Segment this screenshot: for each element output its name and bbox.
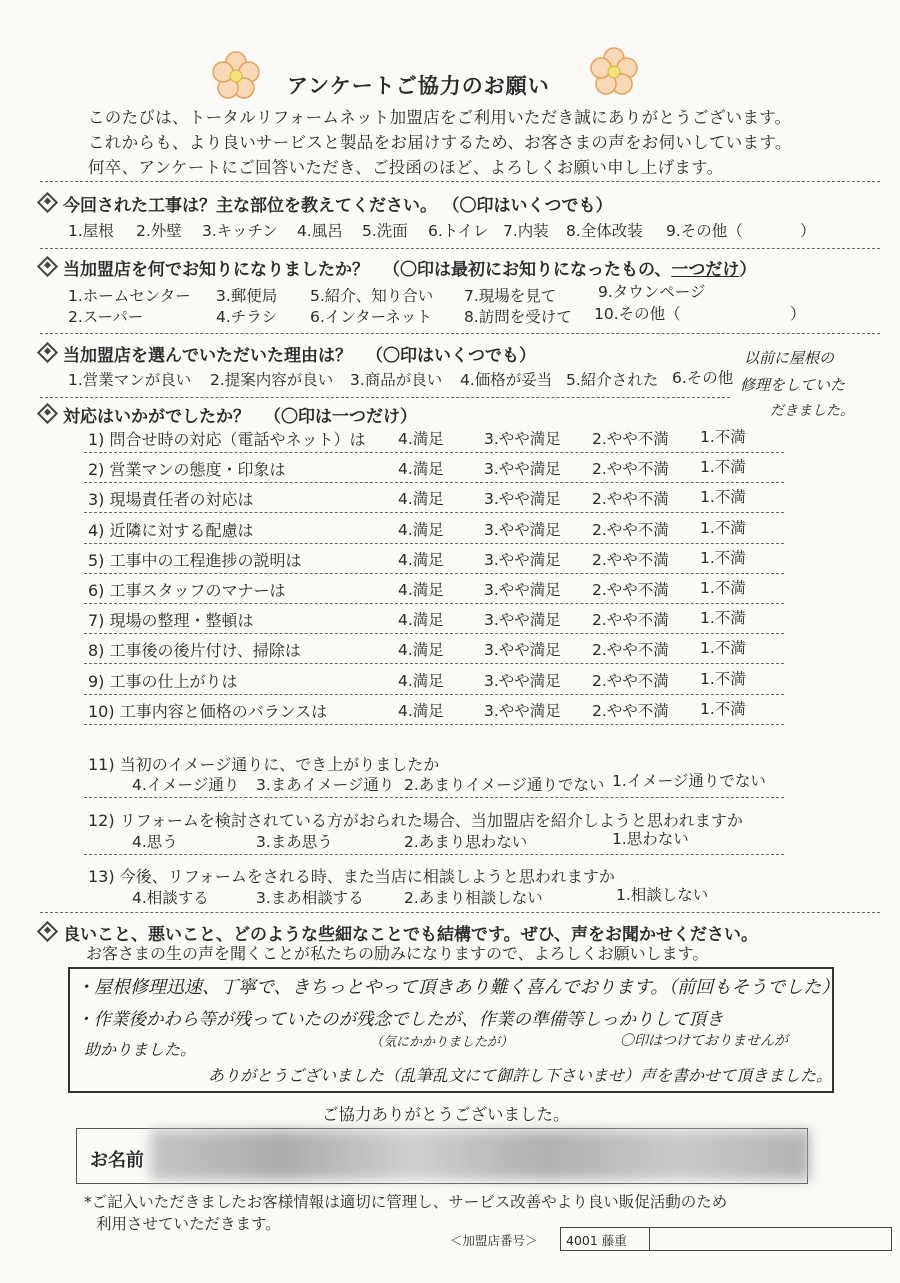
satisfaction-choice[interactable]: 2.やや不満 <box>592 430 669 448</box>
q1-option[interactable]: 4.風呂 <box>297 222 343 240</box>
satisfaction-choice[interactable]: 1.不満 <box>700 699 746 718</box>
comment-line: ありがとうございました（乱筆乱文にて御許し下さいませ）声を書かせて頂きました。 <box>208 1066 833 1085</box>
satisfaction-choice[interactable]: 3.やや満足 <box>484 581 561 599</box>
q2-option[interactable]: 10.その他（ <box>594 305 681 323</box>
name-label: お名前 <box>90 1150 144 1171</box>
satisfaction-choice[interactable]: 4.満足 <box>398 671 444 690</box>
satisfaction-choice[interactable]: 1.不満 <box>700 518 746 537</box>
q1-option[interactable]: 6.トイレ <box>428 222 489 240</box>
q2-option[interactable]: 3.郵便局 <box>216 287 278 305</box>
q1-option[interactable]: 2.外壁 <box>136 222 182 240</box>
thanks-text: ご協力ありがとうございました。 <box>322 1105 570 1124</box>
satisfaction-choice[interactable]: 3.やや満足 <box>484 490 561 509</box>
privacy-note-line: *ご記入いただきましたお客様情報は適切に管理し、サービス改善やより良い販促活動のため <box>84 1193 728 1211</box>
q2-option[interactable]: 6.インターネット <box>310 308 432 326</box>
satisfaction-choice[interactable]: 4.満足 <box>398 641 444 660</box>
q12-option[interactable]: 3.まあ思う <box>256 833 333 851</box>
q12-option[interactable]: 4.思う <box>132 833 178 851</box>
satisfaction-choice[interactable]: 4.満足 <box>398 490 444 509</box>
divider <box>84 633 784 634</box>
divider <box>40 181 880 182</box>
divider <box>84 854 784 855</box>
satisfaction-choice[interactable]: 2.やや不満 <box>592 641 669 660</box>
satisfaction-choice[interactable]: 4.満足 <box>398 430 444 448</box>
q3-option[interactable]: 6.その他 <box>672 369 734 387</box>
satisfaction-question: 5) 工事中の工程進捗の説明は <box>88 550 302 570</box>
satisfaction-choice[interactable]: 4.満足 <box>398 550 444 569</box>
divider <box>84 543 784 544</box>
diamond-bullet-icon <box>37 342 58 363</box>
q1-option[interactable]: 5.洗面 <box>362 222 408 240</box>
q12-option[interactable]: 1.思わない <box>612 830 689 848</box>
satisfaction-choice[interactable]: 3.やや満足 <box>484 641 561 660</box>
q1-option[interactable]: 3.キッチン <box>202 222 278 240</box>
q12-option[interactable]: 2.あまり思わない <box>404 833 528 851</box>
satisfaction-choice[interactable]: 2.やや不満 <box>592 490 669 509</box>
satisfaction-choice[interactable]: 3.やや満足 <box>484 520 561 539</box>
satisfaction-choice[interactable]: 3.やや満足 <box>484 671 561 690</box>
q11-option[interactable]: 3.まあイメージ通り <box>256 776 395 794</box>
q2-option[interactable]: 2.スーパー <box>68 308 144 326</box>
flower-left-icon <box>208 48 264 104</box>
satisfaction-choice[interactable]: 2.やや不満 <box>592 581 669 599</box>
comment-line: ・作業後かわら等が残っていたのが残念でしたが、作業の準備等しっかりして頂き <box>76 1010 724 1030</box>
q11-question: 11) 当初のイメージ通りに、でき上がりましたか <box>88 755 440 774</box>
satisfaction-choice[interactable]: 3.やや満足 <box>484 611 561 630</box>
satisfaction-choice[interactable]: 3.やや満足 <box>484 701 561 720</box>
q2-heading: 当加盟店を何でお知りになりましたか？ （〇印は最初にお知りになったもの、一つだけ） <box>40 255 756 280</box>
satisfaction-choice[interactable]: 4.満足 <box>398 460 444 479</box>
divider <box>84 724 784 725</box>
q13-option[interactable]: 2.あまり相談しない <box>404 889 543 907</box>
q1-option[interactable]: 7.内装 <box>503 222 549 240</box>
diamond-bullet-icon <box>37 192 58 213</box>
comments-heading: 良いこと、悪いこと、どのような些細なことでも結構です。ぜひ、声をお聞かせください。 <box>40 920 758 945</box>
q3-handwritten-line: 修理をしていた <box>740 376 846 394</box>
satisfaction-choice[interactable]: 4.満足 <box>398 520 444 539</box>
satisfaction-question: 4) 近隣に対する配慮は <box>88 520 254 540</box>
satisfaction-choice[interactable]: 1.不満 <box>700 639 746 658</box>
satisfaction-choice[interactable]: 1.不満 <box>700 609 746 628</box>
intro-line-3: 何卒、アンケートにご回答いただき、ご投函のほど、よろしくお願い申し上げます。 <box>88 158 724 177</box>
q13-option[interactable]: 1.相談しない <box>616 886 709 904</box>
divider <box>40 912 880 913</box>
q3-option[interactable]: 5.紹介された <box>566 371 659 389</box>
q2-option[interactable]: 4.チラシ <box>216 308 278 326</box>
intro-line-2: これからも、より良いサービスと製品をお届けするため、お客さまの声をお伺いしています。 <box>88 133 792 152</box>
satisfaction-choice[interactable]: 1.不満 <box>700 579 746 597</box>
divider <box>40 333 880 334</box>
intro-line-1: このたびは、トータルリフォームネット加盟店をご利用いただき誠にありがとうございます。 <box>88 108 792 127</box>
redacted-name <box>150 1130 810 1180</box>
q3-option[interactable]: 2.提案内容が良い <box>210 371 334 389</box>
divider <box>84 573 784 574</box>
satisfaction-choice[interactable]: 2.やや不満 <box>592 671 669 690</box>
page-title: アンケートご協力のお願い <box>287 74 550 98</box>
store-number-value: 4001 藤重 <box>566 1233 627 1248</box>
comment-line: 助かりました。 <box>84 1040 197 1059</box>
satisfaction-choice[interactable]: 4.満足 <box>398 581 444 599</box>
q13-question: 13) 今後、リフォームをされる時、また当店に相談しようと思われますか <box>88 867 615 886</box>
store-number-label: ＜加盟店番号＞ <box>450 1233 538 1248</box>
satisfaction-question: 1) 問合せ時の対応（電話やネット）は <box>88 430 366 449</box>
diamond-bullet-icon <box>37 256 58 277</box>
q2-option[interactable]: 9.タウンページ <box>598 283 706 301</box>
divider <box>84 482 784 483</box>
divider <box>84 603 784 604</box>
satisfaction-choice[interactable]: 4.満足 <box>398 611 444 630</box>
q13-option[interactable]: 4.相談する <box>132 889 209 907</box>
flower-right-icon <box>586 44 642 100</box>
q1-option-close: ） <box>800 222 816 240</box>
q11-option[interactable]: 2.あまりイメージ通りでない <box>404 776 605 794</box>
q3-heading: 当加盟店を選んでいただいた理由は？ （〇印はいくつでも） <box>40 341 536 366</box>
satisfaction-question: 2) 営業マンの態度・印象は <box>88 460 286 480</box>
q1-option[interactable]: 8.全体改装 <box>566 222 643 240</box>
satisfaction-choice[interactable]: 2.やや不満 <box>592 701 669 720</box>
q11-option[interactable]: 4.イメージ通り <box>132 776 240 794</box>
q2-option[interactable]: 8.訪問を受けて <box>464 308 572 326</box>
q3-option[interactable]: 4.価格が妥当 <box>460 371 553 389</box>
divider <box>40 248 880 249</box>
q13-option[interactable]: 3.まあ相談する <box>256 889 364 907</box>
satisfaction-choice[interactable]: 1.不満 <box>700 488 746 507</box>
satisfaction-choice[interactable]: 2.やや不満 <box>592 460 669 479</box>
satisfaction-choice[interactable]: 4.満足 <box>398 701 444 720</box>
divider <box>84 663 784 664</box>
satisfaction-question: 3) 現場責任者の対応は <box>88 490 254 510</box>
divider <box>40 397 730 398</box>
q1-option[interactable]: 9.その他（ <box>666 222 743 240</box>
satisfaction-choice[interactable]: 2.やや不満 <box>592 611 669 630</box>
q12-question: 12) リフォームを検討されている方がおられた場合、当加盟店を紹介しようと思われますか <box>88 811 743 830</box>
satisfaction-choice[interactable]: 3.やや満足 <box>484 460 561 479</box>
q2-option[interactable]: 1.ホームセンター <box>68 287 191 305</box>
q3-handwritten-line: 以前に屋根の <box>744 349 835 367</box>
satisfaction-question: 10) 工事内容と価格のバランスは <box>88 701 328 721</box>
comments-subtext: お客さまの生の声を聞くことが私たちの励みになりますので、よろしくお願いします。 <box>86 944 709 963</box>
divider <box>84 797 784 798</box>
q11-option[interactable]: 1.イメージ通りでない <box>612 772 766 790</box>
q1-heading: 今回された工事は？主な部位を教えてください。 （〇印はいくつでも） <box>40 191 613 216</box>
q2-option-close: ） <box>790 305 806 323</box>
q3-option[interactable]: 1.営業マンが良い <box>68 371 192 389</box>
divider <box>84 694 784 695</box>
diamond-bullet-icon <box>37 403 58 424</box>
satisfaction-choice[interactable]: 2.やや不満 <box>592 520 669 539</box>
satisfaction-choice[interactable]: 1.不満 <box>700 428 746 446</box>
satisfaction-choice[interactable]: 1.不満 <box>700 669 746 688</box>
q1-option[interactable]: 1.屋根 <box>68 222 114 240</box>
satisfaction-choice[interactable]: 3.やや満足 <box>484 550 561 569</box>
satisfaction-question: 6) 工事スタッフのマナーは <box>88 581 286 600</box>
satisfaction-question: 9) 工事の仕上がりは <box>88 671 238 691</box>
satisfaction-choice[interactable]: 1.不満 <box>700 548 746 567</box>
privacy-note-line: 利用させていただきます。 <box>96 1215 281 1233</box>
satisfaction-choice[interactable]: 3.やや満足 <box>484 430 561 448</box>
divider <box>84 512 784 513</box>
divider <box>84 452 784 453</box>
comment-line: 〇印はつけておりませんが <box>620 1033 788 1049</box>
q3-option[interactable]: 3.商品が良い <box>350 371 443 389</box>
comment-line: （気にかかりましたが） <box>370 1035 514 1050</box>
diamond-bullet-icon <box>37 921 58 942</box>
satisfaction-question: 8) 工事後の後片付け、掃除は <box>88 641 301 661</box>
q2-option[interactable]: 7.現場を見て <box>464 287 557 305</box>
q4-heading: 対応はいかがでしたか？ （〇印は一つだけ） <box>40 402 417 427</box>
satisfaction-choice[interactable]: 1.不満 <box>700 458 746 477</box>
q2-option[interactable]: 5.紹介、知り合い <box>310 287 434 305</box>
q3-handwritten-line: だきました。 <box>770 403 854 419</box>
satisfaction-question: 7) 現場の整理・整頓は <box>88 611 254 631</box>
comment-line: ・屋根修理迅速、丁寧で、きちっとやって頂きあり難く喜んでおります。（前回もそうでした） <box>76 977 840 998</box>
satisfaction-choice[interactable]: 2.やや不満 <box>592 550 669 569</box>
